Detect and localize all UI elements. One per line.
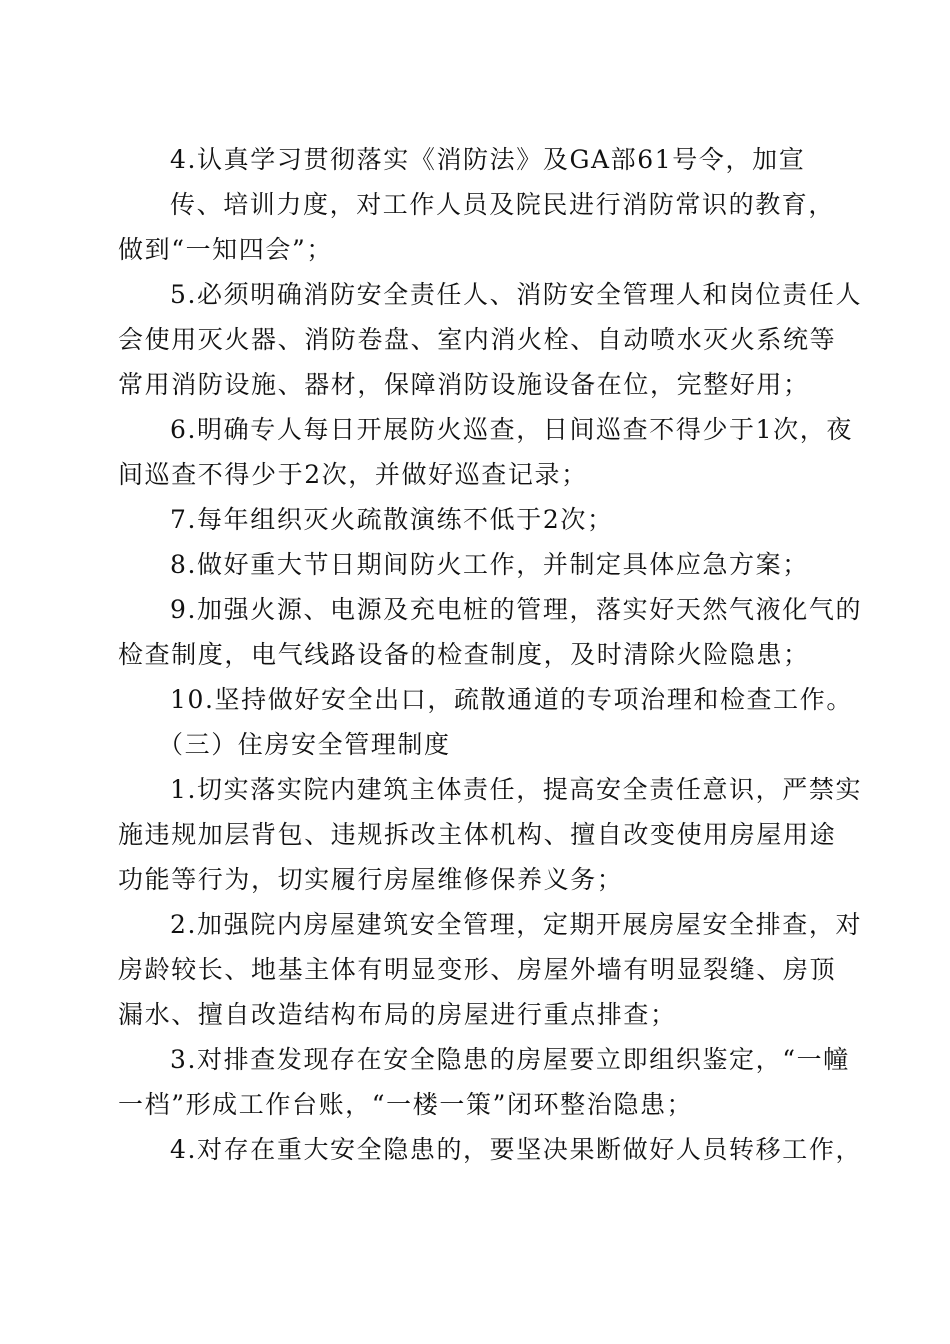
paragraph-line: 房龄较长、地基主体有明显变形、房屋外墙有明显裂缝、房顶 bbox=[118, 955, 837, 984]
paragraph-line: 1.切实落实院内建筑主体责任，提高安全责任意识，严禁实 bbox=[170, 775, 863, 804]
paragraph-line: 做到“一知四会”； bbox=[118, 235, 333, 264]
paragraph-line: 会使用灭火器、消防卷盘、室内消火栓、自动喷水灭火系统等 bbox=[118, 325, 837, 354]
paragraph-line: 4.对存在重大安全隐患的，要坚决果断做好人员转移工作， bbox=[170, 1135, 863, 1164]
paragraph-line: 9.加强火源、电源及充电桩的管理，落实好天然气液化气的 bbox=[170, 595, 863, 624]
paragraph-line: 3.对排查发现存在安全隐患的房屋要立即组织鉴定，“一幢 bbox=[170, 1045, 850, 1074]
paragraph-line: 间巡查不得少于2次，并做好巡查记录； bbox=[118, 460, 588, 489]
paragraph-line: 10.坚持做好安全出口，疏散通道的专项治理和检查工作。 bbox=[170, 685, 853, 714]
paragraph-line: 常用消防设施、器材，保障消防设施设备在位，完整好用； bbox=[118, 370, 810, 399]
paragraph-line: 8.做好重大节日期间防火工作，并制定具体应急方案； bbox=[170, 550, 809, 579]
paragraph-line: 2.加强院内房屋建筑安全管理，定期开展房屋安全排查，对 bbox=[170, 910, 863, 939]
paragraph-line: 7.每年组织灭火疏散演练不低于2次； bbox=[170, 505, 614, 534]
paragraph-line: 4.认真学习贯彻落实《消防法》及GA部61号令，加宣 bbox=[170, 145, 806, 174]
paragraph-line: 施违规加层背包、违规拆改主体机构、擅自改变使用房屋用途 bbox=[118, 820, 837, 849]
paragraph-line: 5.必须明确消防安全责任人、消防安全管理人和岗位责任人 bbox=[170, 280, 863, 309]
section-heading: （三）住房安全管理制度 bbox=[158, 730, 451, 759]
paragraph-line: 功能等行为，切实履行房屋维修保养义务； bbox=[118, 865, 624, 894]
paragraph-line: 检查制度，电气线路设备的检查制度，及时清除火险隐患； bbox=[118, 640, 810, 669]
paragraph-line: 漏水、擅自改造结构布局的房屋进行重点排查； bbox=[118, 1000, 677, 1029]
paragraph-line: 一档”形成工作台账，“一楼一策”闭环整治隐患； bbox=[118, 1090, 694, 1119]
paragraph-line: 传、培训力度，对工作人员及院民进行消防常识的教育， bbox=[170, 190, 836, 219]
paragraph-line: 6.明确专人每日开展防火巡查，日间巡查不得少于1次，夜 bbox=[170, 415, 853, 444]
